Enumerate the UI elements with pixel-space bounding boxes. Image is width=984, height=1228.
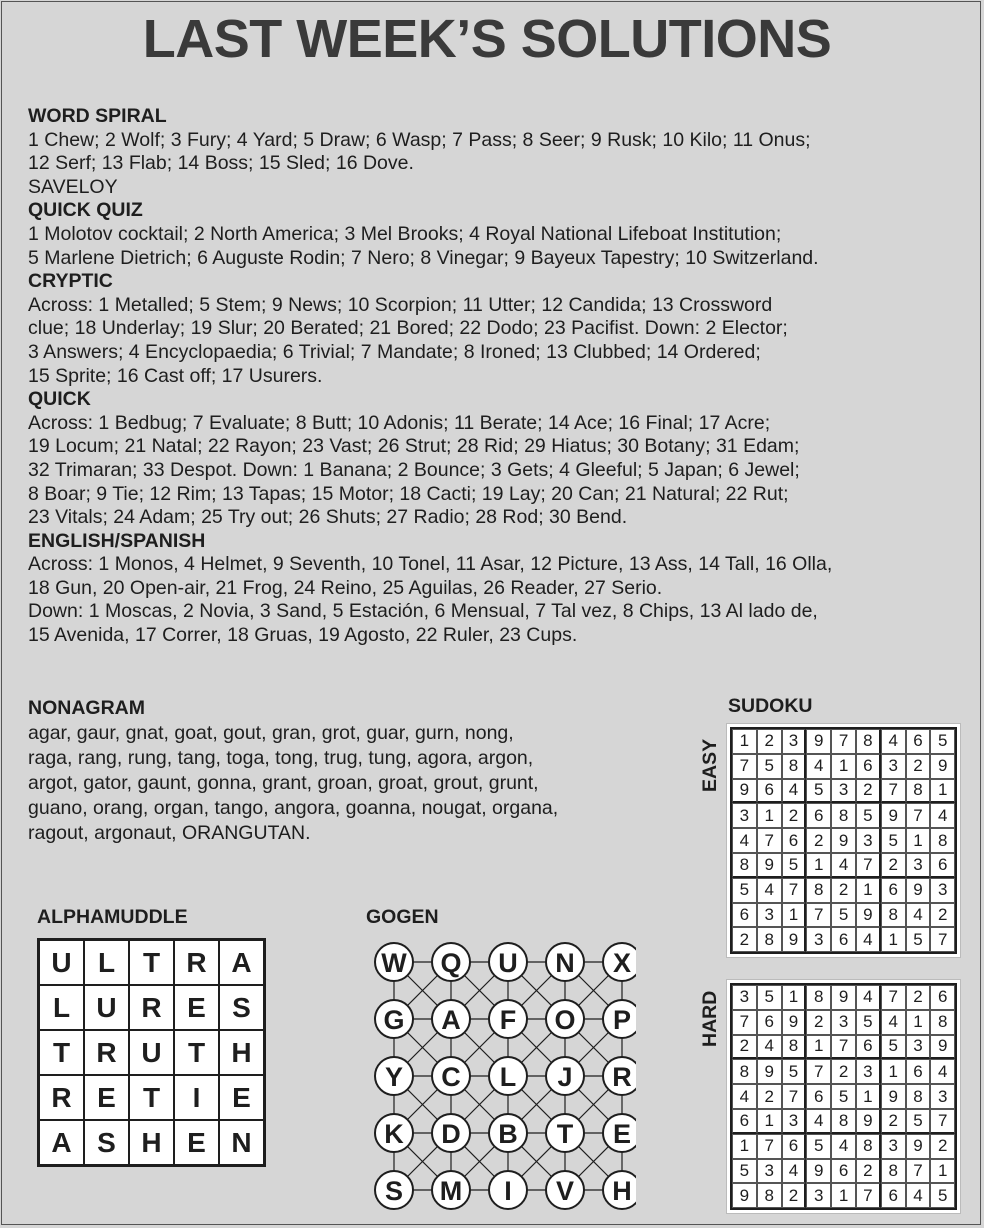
sudoku-cell: 6 xyxy=(930,853,955,878)
sudoku-cell: 5 xyxy=(831,903,856,928)
alphamuddle-cell: E xyxy=(174,1120,219,1165)
sudoku-cell: 9 xyxy=(782,927,807,952)
sudoku-cell: 7 xyxy=(881,779,906,804)
sudoku-cell: 8 xyxy=(881,903,906,928)
sudoku-cell: 6 xyxy=(806,803,831,828)
sudoku-cell: 9 xyxy=(906,1134,931,1159)
section-heading: QUICK xyxy=(28,388,91,411)
sudoku-cell: 6 xyxy=(906,729,931,754)
sudoku-cell: 1 xyxy=(906,1010,931,1035)
sudoku-cell: 8 xyxy=(732,853,757,878)
sudoku-cell: 6 xyxy=(831,927,856,952)
sudoku-cell: 9 xyxy=(856,903,881,928)
sudoku-cell: 3 xyxy=(782,729,807,754)
nonagram-line: argot, gator, gaunt, gonna, grant, groan, groat, grout, grunt, xyxy=(28,772,539,794)
sudoku-cell: 3 xyxy=(806,1183,831,1208)
sudoku-cell: 1 xyxy=(856,1084,881,1109)
sudoku-cell: 1 xyxy=(732,1134,757,1159)
sudoku-cell: 8 xyxy=(856,729,881,754)
alphamuddle-grid xyxy=(37,938,266,1167)
gogen-letter: O xyxy=(554,1005,576,1035)
gogen-letter: M xyxy=(439,1176,463,1206)
sudoku-cell: 2 xyxy=(732,1035,757,1060)
sudoku-cell: 5 xyxy=(930,729,955,754)
sudoku-cell: 8 xyxy=(757,1183,782,1208)
section-line: 23 Vitals; 24 Adam; 25 Try out; 26 Shuts; 27 Radio; 28 Rod; 30 Bend. xyxy=(28,506,628,529)
sudoku-cell: 4 xyxy=(757,1035,782,1060)
sudoku-cell: 6 xyxy=(906,1059,931,1084)
sudoku-cell: 1 xyxy=(757,803,782,828)
gogen-letter: D xyxy=(441,1119,461,1149)
sudoku-cell: 6 xyxy=(782,828,807,853)
section-line: 3 Answers; 4 Encyclopaedia; 6 Trivial; 7 Mandate; 8 Ironed; 13 Clubbed; 14 Ordered; xyxy=(28,340,761,363)
sudoku-cell: 5 xyxy=(782,1059,807,1084)
sudoku-cell: 9 xyxy=(930,1035,955,1060)
alphamuddle-cell: S xyxy=(84,1120,129,1165)
sudoku-cell: 9 xyxy=(930,754,955,779)
section-heading: ENGLISH/SPANISH xyxy=(28,529,206,552)
sudoku-cell: 3 xyxy=(906,853,931,878)
sudoku-cell: 5 xyxy=(881,828,906,853)
sudoku-cell: 4 xyxy=(856,927,881,952)
alphamuddle-cell: A xyxy=(219,940,264,985)
sudoku-cell: 8 xyxy=(906,1084,931,1109)
sudoku-cell: 9 xyxy=(782,1010,807,1035)
sudoku-cell: 4 xyxy=(881,1010,906,1035)
section-line: 12 Serf; 13 Flab; 14 Boss; 15 Sled; 16 Dove. xyxy=(28,152,414,175)
sudoku-cell: 8 xyxy=(806,985,831,1010)
sudoku-heading: SUDOKU xyxy=(728,695,813,717)
section-heading: WORD SPIRAL xyxy=(28,105,167,127)
sudoku-cell: 7 xyxy=(831,729,856,754)
sudoku-cell: 3 xyxy=(906,1035,931,1060)
section-line: Down: 1 Moscas, 2 Novia, 3 Sand, 5 Estación, 6 Mensual, 7 Tal vez, 8 Chips, 13 Al lado de, xyxy=(28,600,818,623)
gogen-letter: V xyxy=(555,1176,575,1206)
sudoku-easy-label: EASY xyxy=(699,738,721,792)
sudoku-cell: 1 xyxy=(881,927,906,952)
alphamuddle-cell: E xyxy=(174,985,219,1030)
section-line: 1 Chew; 2 Wolf; 3 Fury; 4 Yard; 5 Draw; 6 Wasp; 7 Pass; 8 Seer; 9 Rusk; 10 Kilo; 11 Onus; xyxy=(28,128,811,151)
sudoku-cell: 2 xyxy=(930,903,955,928)
sudoku-cell: 6 xyxy=(806,1084,831,1109)
sudoku-cell: 5 xyxy=(856,1010,881,1035)
gogen-letter: Y xyxy=(384,1062,404,1092)
sudoku-cell: 3 xyxy=(757,1159,782,1184)
sudoku-cell: 8 xyxy=(930,828,955,853)
sudoku-cell: 5 xyxy=(930,1183,955,1208)
sudoku-cell: 8 xyxy=(782,754,807,779)
sudoku-cell: 1 xyxy=(806,853,831,878)
sudoku-cell: 9 xyxy=(906,878,931,903)
gogen-letter: J xyxy=(557,1062,573,1092)
sudoku-cell: 1 xyxy=(831,754,856,779)
sudoku-cell: 4 xyxy=(906,1183,931,1208)
sudoku-cell: 7 xyxy=(757,828,782,853)
section-line: 8 Boar; 9 Tie; 12 Rim; 13 Tapas; 15 Motor; 18 Cacti; 19 Lay; 20 Can; 21 Natural; 22 Rut; xyxy=(28,482,789,505)
sudoku-cell: 2 xyxy=(806,1010,831,1035)
alphamuddle-cell: E xyxy=(219,1075,264,1120)
sudoku-cell: 7 xyxy=(881,985,906,1010)
sudoku-cell: 2 xyxy=(806,828,831,853)
section-heading: QUICK QUIZ xyxy=(28,199,143,222)
sudoku-cell: 8 xyxy=(881,1159,906,1184)
sudoku-cell: 8 xyxy=(806,878,831,903)
sudoku-cell: 4 xyxy=(806,754,831,779)
sudoku-cell: 2 xyxy=(881,853,906,878)
sudoku-cell: 7 xyxy=(732,754,757,779)
sudoku-cell: 3 xyxy=(831,779,856,804)
sudoku-cell: 6 xyxy=(732,903,757,928)
sudoku-cell: 3 xyxy=(782,1109,807,1134)
sudoku-cell: 6 xyxy=(856,754,881,779)
sudoku-cell: 3 xyxy=(732,803,757,828)
sudoku-cell: 3 xyxy=(732,985,757,1010)
gogen-letter: P xyxy=(612,1005,632,1035)
sudoku-cell: 7 xyxy=(906,803,931,828)
sudoku-cell: 2 xyxy=(732,927,757,952)
section-line: 5 Marlene Dietrich; 6 Auguste Rodin; 7 Nero; 8 Vinegar; 9 Bayeux Tapestry; 10 Switzerland. xyxy=(28,246,819,269)
sudoku-cell: 4 xyxy=(732,1084,757,1109)
gogen-heading: GOGEN xyxy=(366,906,439,928)
section-line: 32 Trimaran; 33 Despot. Down: 1 Banana; 2 Bounce; 3 Gets; 4 Gleeful; 5 Japan; 6 Jewel; xyxy=(28,458,800,481)
gogen-letter: A xyxy=(441,1005,461,1035)
alphamuddle-cell: N xyxy=(219,1120,264,1165)
sudoku-cell: 5 xyxy=(856,803,881,828)
sudoku-cell: 5 xyxy=(831,1084,856,1109)
sudoku-cell: 8 xyxy=(831,803,856,828)
alphamuddle-cell: U xyxy=(84,985,129,1030)
alphamuddle-cell: U xyxy=(129,1030,174,1075)
sudoku-cell: 5 xyxy=(906,927,931,952)
nonagram-line: raga, rang, rung, tang, toga, tong, trug, tung, agora, argon, xyxy=(28,747,534,769)
sudoku-cell: 8 xyxy=(930,1010,955,1035)
sudoku-cell: 2 xyxy=(757,1084,782,1109)
gogen-letter: E xyxy=(612,1119,632,1149)
sudoku-cell: 7 xyxy=(806,1059,831,1084)
alphamuddle-cell: L xyxy=(39,985,84,1030)
sudoku-cell: 5 xyxy=(757,754,782,779)
alphamuddle-cell: U xyxy=(39,940,84,985)
sudoku-cell: 8 xyxy=(757,927,782,952)
sudoku-hard-grid xyxy=(730,983,957,1210)
sudoku-cell: 5 xyxy=(732,1159,757,1184)
sudoku-cell: 4 xyxy=(930,803,955,828)
nonagram-heading: NONAGRAM xyxy=(28,697,145,719)
sudoku-cell: 5 xyxy=(757,985,782,1010)
nonagram-line: ragout, argonaut, ORANGUTAN. xyxy=(28,822,311,844)
sudoku-cell: 1 xyxy=(930,779,955,804)
sudoku-hard-label: HARD xyxy=(699,990,721,1047)
sudoku-cell: 4 xyxy=(806,1109,831,1134)
sudoku-cell: 4 xyxy=(782,1159,807,1184)
sudoku-cell: 1 xyxy=(856,878,881,903)
sudoku-cell: 5 xyxy=(806,779,831,804)
nonagram-line: agar, gaur, gnat, goat, gout, gran, grot, guar, gurn, nong, xyxy=(28,722,514,744)
sudoku-cell: 9 xyxy=(881,1084,906,1109)
sudoku-cell: 4 xyxy=(782,779,807,804)
sudoku-cell: 3 xyxy=(930,1084,955,1109)
sudoku-cell: 9 xyxy=(881,803,906,828)
sudoku-cell: 1 xyxy=(782,985,807,1010)
alphamuddle-cell: T xyxy=(129,940,174,985)
gogen-letter: B xyxy=(498,1119,518,1149)
sudoku-cell: 2 xyxy=(782,1183,807,1208)
section-heading: CRYPTIC xyxy=(28,270,113,293)
sudoku-cell: 7 xyxy=(757,1134,782,1159)
section-line: clue; 18 Underlay; 19 Slur; 20 Berated; 21 Bored; 22 Dodo; 23 Pacifist. Down: 2 Elector; xyxy=(28,317,788,340)
sudoku-cell: 1 xyxy=(806,1035,831,1060)
sudoku-cell: 8 xyxy=(732,1059,757,1084)
nonagram-line: guano, orang, organ, tango, angora, goanna, nougat, organa, xyxy=(28,797,559,819)
alphamuddle-cell: S xyxy=(219,985,264,1030)
sudoku-easy-grid xyxy=(730,727,957,954)
sudoku-cell: 4 xyxy=(856,985,881,1010)
sudoku-cell: 3 xyxy=(881,1134,906,1159)
gogen-letter: C xyxy=(441,1062,461,1092)
gogen-letter: K xyxy=(384,1119,404,1149)
sudoku-cell: 3 xyxy=(856,1059,881,1084)
sudoku-cell: 9 xyxy=(831,828,856,853)
sudoku-easy xyxy=(727,724,960,957)
sudoku-cell: 9 xyxy=(757,853,782,878)
alphamuddle-cell: A xyxy=(39,1120,84,1165)
sudoku-cell: 3 xyxy=(831,1010,856,1035)
gogen-letter: G xyxy=(383,1005,405,1035)
section-line: 19 Locum; 21 Natal; 22 Rayon; 23 Vast; 26 Strut; 28 Rid; 29 Hiatus; 30 Botany; 31 Edam; xyxy=(28,435,800,458)
sudoku-cell: 2 xyxy=(856,779,881,804)
sudoku-cell: 9 xyxy=(806,1159,831,1184)
sudoku-cell: 9 xyxy=(732,1183,757,1208)
sudoku-cell: 7 xyxy=(906,1159,931,1184)
sudoku-cell: 9 xyxy=(856,1109,881,1134)
sudoku-cell: 1 xyxy=(881,1059,906,1084)
alphamuddle-cell: T xyxy=(39,1030,84,1075)
sudoku-cell: 2 xyxy=(906,985,931,1010)
sudoku-cell: 7 xyxy=(806,903,831,928)
gogen-letter: X xyxy=(612,948,632,978)
sudoku-cell: 2 xyxy=(881,1109,906,1134)
sudoku-cell: 1 xyxy=(930,1159,955,1184)
alphamuddle-cell: R xyxy=(129,985,174,1030)
sudoku-cell: 8 xyxy=(906,779,931,804)
solutions-text-block xyxy=(28,105,963,648)
gogen-letter: S xyxy=(384,1176,404,1206)
gogen-letter: R xyxy=(612,1062,632,1092)
sudoku-cell: 8 xyxy=(782,1035,807,1060)
gogen-letter: I xyxy=(504,1176,512,1206)
alphamuddle-cell: H xyxy=(219,1030,264,1075)
sudoku-cell: 1 xyxy=(906,828,931,853)
alphamuddle-cell: H xyxy=(129,1120,174,1165)
sudoku-cell: 6 xyxy=(881,1183,906,1208)
alphamuddle-cell: R xyxy=(84,1030,129,1075)
sudoku-cell: 3 xyxy=(881,754,906,779)
alphamuddle-cell: I xyxy=(174,1075,219,1120)
section-line: 15 Sprite; 16 Cast off; 17 Usurers. xyxy=(28,364,323,387)
page-title: LAST WEEK’S SOLUTIONS xyxy=(142,9,832,69)
sudoku-cell: 9 xyxy=(757,1059,782,1084)
alphamuddle-cell: R xyxy=(174,940,219,985)
nonagram-answers xyxy=(28,721,668,846)
sudoku-cell: 7 xyxy=(732,1010,757,1035)
sudoku-cell: 6 xyxy=(881,878,906,903)
sudoku-cell: 2 xyxy=(930,1134,955,1159)
sudoku-cell: 2 xyxy=(906,754,931,779)
alphamuddle-heading: ALPHAMUDDLE xyxy=(37,906,188,928)
sudoku-cell: 1 xyxy=(732,729,757,754)
alphamuddle-cell: R xyxy=(39,1075,84,1120)
sudoku-cell: 7 xyxy=(856,853,881,878)
sudoku-cell: 2 xyxy=(782,803,807,828)
sudoku-cell: 9 xyxy=(831,985,856,1010)
alphamuddle-cell: T xyxy=(129,1075,174,1120)
solutions-page xyxy=(1,1,981,1225)
sudoku-cell: 5 xyxy=(782,853,807,878)
sudoku-cell: 8 xyxy=(856,1134,881,1159)
alphamuddle-cell: L xyxy=(84,940,129,985)
sudoku-cell: 4 xyxy=(930,1059,955,1084)
sudoku-cell: 7 xyxy=(930,1109,955,1134)
section-line: 1 Molotov cocktail; 2 North America; 3 Mel Brooks; 4 Royal National Lifeboat Institution; xyxy=(28,222,782,245)
gogen-svg xyxy=(366,932,636,1222)
section-line: 15 Avenida, 17 Correr, 18 Gruas, 19 Agosto, 22 Ruler, 23 Cups. xyxy=(28,624,578,647)
sudoku-cell: 3 xyxy=(757,903,782,928)
gogen-letter: L xyxy=(499,1062,517,1092)
gogen-letter: Q xyxy=(440,948,462,978)
sudoku-cell: 7 xyxy=(782,878,807,903)
sudoku-cell: 1 xyxy=(831,1183,856,1208)
gogen-grid xyxy=(366,932,636,1227)
section-line: Across: 1 Monos, 4 Helmet, 9 Seventh, 10 Tonel, 11 Asar, 12 Picture, 13 Ass, 14 Tall, 16 Olla, xyxy=(28,553,833,576)
sudoku-cell: 5 xyxy=(732,878,757,903)
sudoku-cell: 4 xyxy=(757,878,782,903)
sudoku-cell: 4 xyxy=(732,828,757,853)
sudoku-cell: 1 xyxy=(757,1109,782,1134)
sudoku-cell: 3 xyxy=(806,927,831,952)
gogen-letter: W xyxy=(381,948,407,978)
gogen-letter: H xyxy=(612,1176,632,1206)
gogen-letter: T xyxy=(556,1119,574,1149)
gogen-letter: N xyxy=(555,948,575,978)
sudoku-cell: 8 xyxy=(831,1109,856,1134)
sudoku-cell: 7 xyxy=(782,1084,807,1109)
gogen-letter: F xyxy=(499,1005,517,1035)
alphamuddle-cell: T xyxy=(174,1030,219,1075)
alphamuddle-cell: E xyxy=(84,1075,129,1120)
sudoku-cell: 6 xyxy=(856,1035,881,1060)
sudoku-cell: 2 xyxy=(757,729,782,754)
sudoku-cell: 6 xyxy=(782,1134,807,1159)
sudoku-cell: 5 xyxy=(881,1035,906,1060)
sudoku-cell: 7 xyxy=(856,1183,881,1208)
sudoku-cell: 2 xyxy=(831,1059,856,1084)
sudoku-cell: 2 xyxy=(856,1159,881,1184)
sudoku-cell: 1 xyxy=(782,903,807,928)
sudoku-cell: 4 xyxy=(881,729,906,754)
section-line: Across: 1 Bedbug; 7 Evaluate; 8 Butt; 10 Adonis; 11 Berate; 14 Ace; 16 Final; 17 Acre; xyxy=(28,411,771,434)
sudoku-cell: 9 xyxy=(732,779,757,804)
sudoku-cell: 4 xyxy=(831,853,856,878)
sudoku-cell: 6 xyxy=(757,779,782,804)
section-line: Across: 1 Metalled; 5 Stem; 9 News; 10 Scorpion; 11 Utter; 12 Candida; 13 Crossword xyxy=(28,293,773,316)
sudoku-cell: 9 xyxy=(806,729,831,754)
sudoku-cell: 5 xyxy=(906,1109,931,1134)
section-line: SAVELOY xyxy=(28,175,118,198)
sudoku-cell: 7 xyxy=(831,1035,856,1060)
sudoku-cell: 3 xyxy=(930,878,955,903)
sudoku-cell: 2 xyxy=(831,878,856,903)
sudoku-cell: 3 xyxy=(856,828,881,853)
sudoku-cell: 6 xyxy=(732,1109,757,1134)
section-line: 18 Gun, 20 Open-air, 21 Frog, 24 Reino, 25 Aguilas, 26 Reader, 27 Serio. xyxy=(28,576,663,599)
sudoku-cell: 7 xyxy=(930,927,955,952)
sudoku-cell: 6 xyxy=(930,985,955,1010)
sudoku-cell: 4 xyxy=(906,903,931,928)
sudoku-cell: 6 xyxy=(831,1159,856,1184)
sudoku-cell: 5 xyxy=(806,1134,831,1159)
gogen-letter: U xyxy=(498,948,518,978)
sudoku-cell: 6 xyxy=(757,1010,782,1035)
sudoku-cell: 4 xyxy=(831,1134,856,1159)
sudoku-hard xyxy=(727,980,960,1213)
